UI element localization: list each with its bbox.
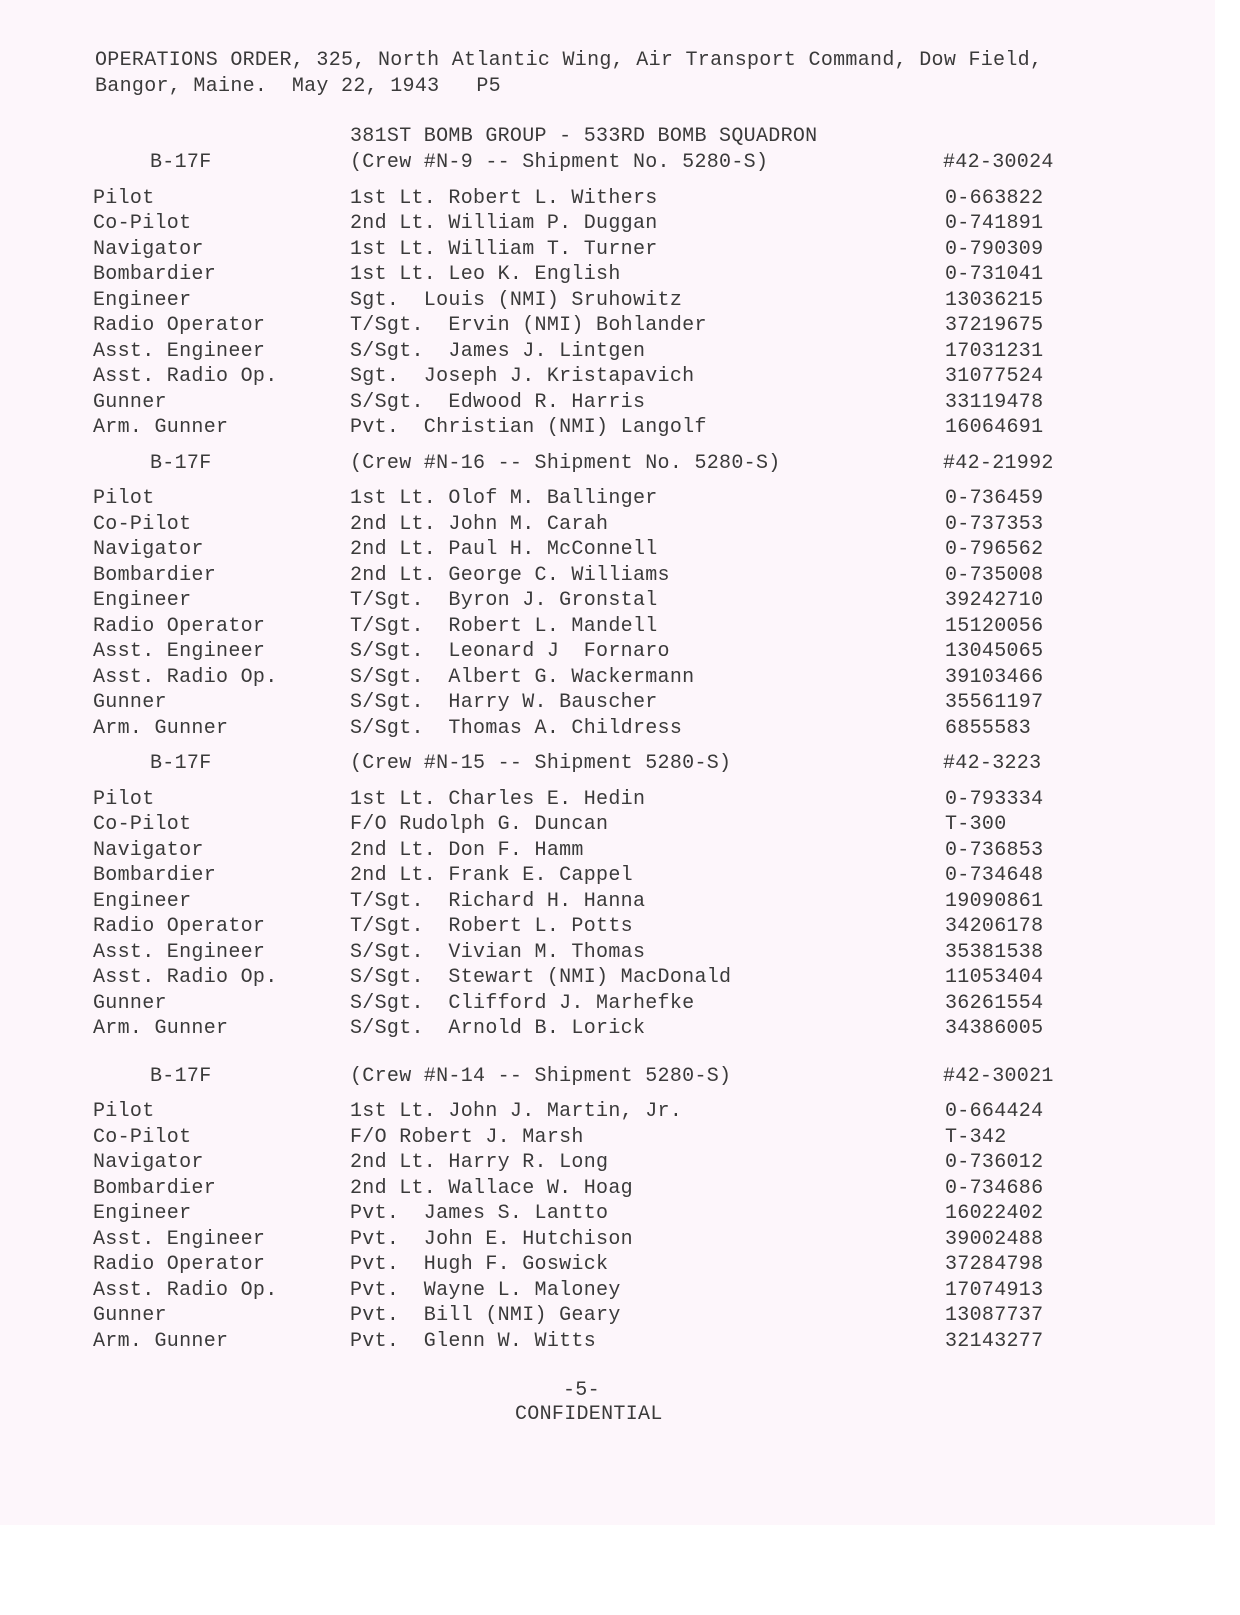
header-line-2: Bangor, Maine. May 22, 1943 P5 — [95, 74, 501, 98]
aircraft-type: B-17F — [150, 451, 212, 475]
crew-member-row — [0, 186, 1215, 212]
crew-member-row — [0, 1150, 1215, 1176]
member-serial: 0-741891 — [945, 212, 1044, 235]
member-position: Engineer — [93, 1202, 192, 1225]
member-serial: 0-664424 — [945, 1100, 1044, 1123]
member-serial: T-300 — [945, 813, 1007, 836]
member-position: Navigator — [93, 237, 204, 261]
member-position: Asst. Radio Op. — [93, 1278, 278, 1302]
crew-member-row — [0, 390, 1215, 416]
member-position: Engineer — [93, 589, 192, 612]
member-name: 1st Lt. Robert L. Withers — [350, 186, 658, 210]
page-number: -5- — [563, 1379, 600, 1402]
member-position: Radio Operator — [93, 915, 266, 938]
member-name: 2nd Lt. George C. Williams — [350, 563, 670, 587]
crew-member-row — [0, 563, 1215, 589]
crew-header — [0, 150, 1215, 176]
member-name: 2nd Lt. William P. Duggan — [350, 212, 658, 235]
member-serial: 13087737 — [945, 1304, 1044, 1327]
member-serial: 0-734648 — [945, 864, 1044, 887]
member-name: Pvt. Christian (NMI) Langolf — [350, 416, 707, 439]
crew-member-row — [0, 415, 1215, 441]
member-serial: 16064691 — [945, 416, 1044, 439]
aircraft-serial: #42-3223 — [943, 752, 1042, 775]
member-position: Asst. Engineer — [93, 339, 266, 363]
member-name: Pvt. James S. Lantto — [350, 1202, 609, 1225]
crew-member-row — [0, 1016, 1215, 1042]
member-name: T/Sgt. Robert L. Mandell — [350, 614, 658, 638]
member-name: S/Sgt. James J. Lintgen — [350, 339, 646, 363]
member-serial: 16022402 — [945, 1202, 1044, 1225]
member-position: Navigator — [93, 1151, 204, 1174]
member-position: Pilot — [93, 1100, 155, 1123]
member-position: Asst. Radio Op. — [93, 365, 278, 388]
member-serial: 15120056 — [945, 614, 1044, 638]
header-line-1: OPERATIONS ORDER, 325, North Atlantic Wing, Air Transport Command, Dow Field, — [95, 49, 1043, 72]
crew-member-row — [0, 486, 1215, 512]
classification-marking: CONFIDENTIAL — [515, 1403, 663, 1426]
member-name: Pvt. Glenn W. Witts — [350, 1329, 597, 1353]
member-position: Pilot — [93, 787, 155, 811]
member-position: Pilot — [93, 186, 155, 210]
crew-member-row — [0, 889, 1215, 915]
crew-member-row — [0, 537, 1215, 563]
member-position: Navigator — [93, 538, 204, 561]
member-position: Asst. Engineer — [93, 1227, 266, 1251]
member-serial: 39002488 — [945, 1227, 1044, 1251]
group-title: 381ST BOMB GROUP - 533RD BOMB SQUADRON — [350, 125, 818, 148]
member-position: Bombardier — [93, 864, 217, 887]
member-name: 1st Lt. Charles E. Hedin — [350, 787, 646, 811]
member-name: 2nd Lt. Paul H. McConnell — [350, 538, 658, 561]
member-serial: 37284798 — [945, 1253, 1044, 1276]
member-serial: 0-737353 — [945, 512, 1044, 536]
member-position: Gunner — [93, 1304, 167, 1327]
crew-member-row — [0, 1252, 1215, 1278]
crew-member-row — [0, 588, 1215, 614]
crew-member-row — [0, 211, 1215, 237]
member-serial: 33119478 — [945, 390, 1044, 414]
member-serial: 6855583 — [945, 716, 1032, 740]
member-position: Asst. Engineer — [93, 940, 266, 964]
member-position: Arm. Gunner — [93, 1329, 229, 1353]
crew-member-row — [0, 1125, 1215, 1151]
member-name: Sgt. Louis (NMI) Sruhowitz — [350, 288, 683, 312]
crew-member-row — [0, 512, 1215, 538]
member-serial: 37219675 — [945, 314, 1044, 337]
order-header — [95, 48, 1175, 99]
member-serial: 36261554 — [945, 991, 1044, 1015]
member-name: S/Sgt. Vivian M. Thomas — [350, 940, 646, 964]
crew-list — [0, 150, 1215, 1354]
member-name: F/O Robert J. Marsh — [350, 1125, 584, 1149]
member-serial: 0-736012 — [945, 1151, 1044, 1174]
member-position: Radio Operator — [93, 614, 266, 638]
crew-member-row — [0, 639, 1215, 665]
crew-member-row — [0, 690, 1215, 716]
member-position: Co-Pilot — [93, 512, 192, 536]
member-position: Pilot — [93, 487, 155, 510]
member-name: S/Sgt. Stewart (NMI) MacDonald — [350, 966, 732, 989]
member-serial: 0-735008 — [945, 563, 1044, 587]
crew-member-row — [0, 364, 1215, 390]
crew-member-row — [0, 614, 1215, 640]
crew-block — [0, 1064, 1215, 1355]
member-position: Gunner — [93, 991, 167, 1015]
member-serial: 35381538 — [945, 940, 1044, 964]
member-name: 1st Lt. Leo K. English — [350, 263, 621, 286]
member-serial: 0-736459 — [945, 487, 1044, 510]
crew-member-row — [0, 914, 1215, 940]
crew-info: (Crew #N-16 -- Shipment No. 5280-S) — [350, 451, 781, 475]
crew-header — [0, 1064, 1215, 1090]
member-position: Navigator — [93, 838, 204, 862]
crew-member-row — [0, 965, 1215, 991]
member-position: Engineer — [93, 889, 192, 913]
member-serial: 0-663822 — [945, 186, 1044, 210]
member-position: Gunner — [93, 390, 167, 414]
member-name: Pvt. Hugh F. Goswick — [350, 1253, 609, 1276]
member-serial: 39103466 — [945, 665, 1044, 689]
crew-member-row — [0, 940, 1215, 966]
aircraft-type: B-17F — [150, 151, 212, 174]
member-position: Bombardier — [93, 263, 217, 286]
member-name: T/Sgt. Ervin (NMI) Bohlander — [350, 314, 707, 337]
member-serial: 17031231 — [945, 339, 1044, 363]
member-name: Sgt. Joseph J. Kristapavich — [350, 365, 695, 388]
member-name: 2nd Lt. Don F. Hamm — [350, 838, 584, 862]
member-name: T/Sgt. Robert L. Potts — [350, 915, 633, 938]
member-name: T/Sgt. Byron J. Gronstal — [350, 589, 658, 612]
member-serial: 39242710 — [945, 589, 1044, 612]
aircraft-type: B-17F — [150, 1064, 212, 1088]
member-serial: 31077524 — [945, 365, 1044, 388]
crew-block — [0, 451, 1215, 742]
member-position: Engineer — [93, 288, 192, 312]
crew-member-row — [0, 237, 1215, 263]
member-name: S/Sgt. Leonard J Fornaro — [350, 640, 670, 663]
member-position: Asst. Radio Op. — [93, 966, 278, 989]
member-serial: 34386005 — [945, 1017, 1044, 1040]
member-serial: T-342 — [945, 1125, 1007, 1149]
member-name: 2nd Lt. John M. Carah — [350, 512, 609, 536]
crew-member-row — [0, 716, 1215, 742]
crew-info: (Crew #N-9 -- Shipment No. 5280-S) — [350, 151, 769, 174]
member-name: Pvt. Wayne L. Maloney — [350, 1278, 621, 1302]
crew-member-row — [0, 1278, 1215, 1304]
member-name: 2nd Lt. Wallace W. Hoag — [350, 1176, 633, 1200]
crew-member-row — [0, 1201, 1215, 1227]
member-serial: 0-736853 — [945, 838, 1044, 862]
member-name: 1st Lt. John J. Martin, Jr. — [350, 1100, 683, 1123]
member-serial: 13045065 — [945, 640, 1044, 663]
crew-member-row — [0, 288, 1215, 314]
crew-member-row — [0, 863, 1215, 889]
crew-block — [0, 150, 1215, 441]
crew-member-row — [0, 1099, 1215, 1125]
aircraft-serial: #42-30024 — [943, 151, 1054, 174]
member-name: T/Sgt. Richard H. Hanna — [350, 889, 646, 913]
member-serial: 0-793334 — [945, 787, 1044, 811]
member-position: Arm. Gunner — [93, 716, 229, 740]
crew-info: (Crew #N-15 -- Shipment 5280-S) — [350, 752, 732, 775]
member-serial: 13036215 — [945, 288, 1044, 312]
member-name: S/Sgt. Albert G. Wackermann — [350, 665, 695, 689]
aircraft-serial: #42-21992 — [943, 451, 1054, 475]
member-position: Arm. Gunner — [93, 416, 229, 439]
member-serial: 0-790309 — [945, 237, 1044, 261]
crew-member-row — [0, 665, 1215, 691]
member-serial: 0-796562 — [945, 538, 1044, 561]
member-name: S/Sgt. Edwood R. Harris — [350, 390, 646, 414]
crew-block — [0, 751, 1215, 1042]
aircraft-type: B-17F — [150, 752, 212, 775]
member-name: Pvt. John E. Hutchison — [350, 1227, 633, 1251]
member-name: S/Sgt. Thomas A. Childress — [350, 716, 683, 740]
member-position: Co-Pilot — [93, 212, 192, 235]
crew-member-row — [0, 991, 1215, 1017]
member-serial: 0-734686 — [945, 1176, 1044, 1200]
crew-header — [0, 751, 1215, 777]
member-name: 1st Lt. William T. Turner — [350, 237, 658, 261]
crew-member-row — [0, 262, 1215, 288]
member-name: S/Sgt. Arnold B. Lorick — [350, 1017, 646, 1040]
member-serial: 35561197 — [945, 691, 1044, 714]
crew-member-row — [0, 339, 1215, 365]
member-name: S/Sgt. Clifford J. Marhefke — [350, 991, 695, 1015]
crew-member-row — [0, 313, 1215, 339]
member-serial: 11053404 — [945, 966, 1044, 989]
crew-member-row — [0, 1176, 1215, 1202]
crew-info: (Crew #N-14 -- Shipment 5280-S) — [350, 1064, 732, 1088]
crew-member-row — [0, 838, 1215, 864]
member-name: 2nd Lt. Harry R. Long — [350, 1151, 609, 1174]
member-serial: 32143277 — [945, 1329, 1044, 1353]
member-position: Radio Operator — [93, 1253, 266, 1276]
member-position: Arm. Gunner — [93, 1017, 229, 1040]
member-position: Asst. Radio Op. — [93, 665, 278, 689]
member-name: 2nd Lt. Frank E. Cappel — [350, 864, 633, 887]
crew-member-row — [0, 812, 1215, 838]
member-position: Co-Pilot — [93, 1125, 192, 1149]
member-name: S/Sgt. Harry W. Bauscher — [350, 691, 658, 714]
member-position: Bombardier — [93, 563, 217, 587]
member-position: Bombardier — [93, 1176, 217, 1200]
member-position: Radio Operator — [93, 314, 266, 337]
member-name: F/O Rudolph G. Duncan — [350, 813, 609, 836]
member-serial: 34206178 — [945, 915, 1044, 938]
member-name: Pvt. Bill (NMI) Geary — [350, 1304, 621, 1327]
crew-member-row — [0, 787, 1215, 813]
member-serial: 19090861 — [945, 889, 1044, 913]
crew-member-row — [0, 1303, 1215, 1329]
member-serial: 0-731041 — [945, 263, 1044, 286]
crew-member-row — [0, 1227, 1215, 1253]
member-name: 1st Lt. Olof M. Ballinger — [350, 487, 658, 510]
member-position: Gunner — [93, 691, 167, 714]
member-serial: 17074913 — [945, 1278, 1044, 1302]
crew-member-row — [0, 1329, 1215, 1355]
aircraft-serial: #42-30021 — [943, 1064, 1054, 1088]
crew-header — [0, 451, 1215, 477]
member-position: Asst. Engineer — [93, 640, 266, 663]
member-position: Co-Pilot — [93, 813, 192, 836]
